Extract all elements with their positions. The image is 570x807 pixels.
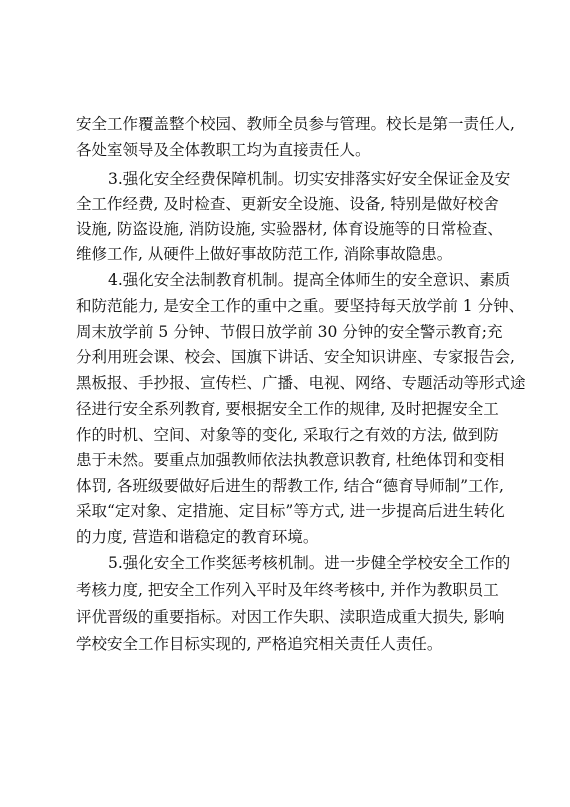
paragraph-3-heading: 3.强化安全经费保障机制。切实安排落实好安全保证金及安: [108, 170, 511, 188]
text-line: 体罚, 各班级要做好后进生的帮教工作, 结合“德育导师制”工作,: [76, 477, 504, 495]
text-line: 采取“定对象、定措施、定目标”等方式, 进一步提高后进生转化: [76, 502, 505, 520]
text-line: 和防范能力, 是安全工作的重中之重。要坚持每天放学前 1 分钟、: [76, 297, 525, 315]
text-line: 安全工作覆盖整个校园、教师全员参与管理。校长是第一责任人,: [76, 115, 515, 133]
text-line: 黑板报、手抄报、宣传栏、广播、电视、网络、专题活动等形式途: [76, 374, 526, 392]
text-line: 的力度, 营造和谐稳定的教育环境。: [76, 528, 319, 546]
text-line: 径进行安全系列教育, 要根据安全工作的规律, 及时把握安全工: [76, 400, 499, 418]
text-line: 周末放学前 5 分钟、节假日放学前 30 分钟的安全警示教育;充: [76, 323, 503, 341]
text-line: 患于未然。要重点加强教师依法执教意识教育, 杜绝体罚和变相: [76, 451, 505, 469]
text-line: 作的时机、空间、对象等的变化, 采取行之有效的方法, 做到防: [76, 426, 499, 444]
paragraph-5-heading: 5.强化安全工作奖惩考核机制。进一步健全学校安全工作的: [108, 554, 511, 572]
text-line: 全工作经费, 及时检查、更新安全设施、设备, 特别是做好校舍: [76, 195, 499, 213]
text-line: 评优晋级的重要指标。对因工作失职、渎职造成重大损失, 影响: [76, 608, 505, 626]
paragraph-4-heading: 4.强化安全法制教育机制。提高全体师生的安全意识、素质: [108, 271, 511, 289]
text-line: 分利用班会课、校会、国旗下讲话、安全知识讲座、专家报告会,: [76, 348, 515, 366]
text-line: 考核力度, 把安全工作列入平时及年终考核中, 并作为教职员工: [76, 581, 499, 599]
text-line: 学校安全工作目标实现的, 严格追究相关责任人责任。: [76, 635, 443, 653]
text-line: 设施, 防盗设施, 消防设施, 实验器材, 体育设施等的日常检查、: [76, 220, 503, 238]
text-line: 各处室领导及全体教职工均为直接责任人。: [76, 141, 371, 159]
text-line: 维修工作, 从硬件上做好事故防范工作, 消除事故隐患。: [76, 245, 453, 263]
